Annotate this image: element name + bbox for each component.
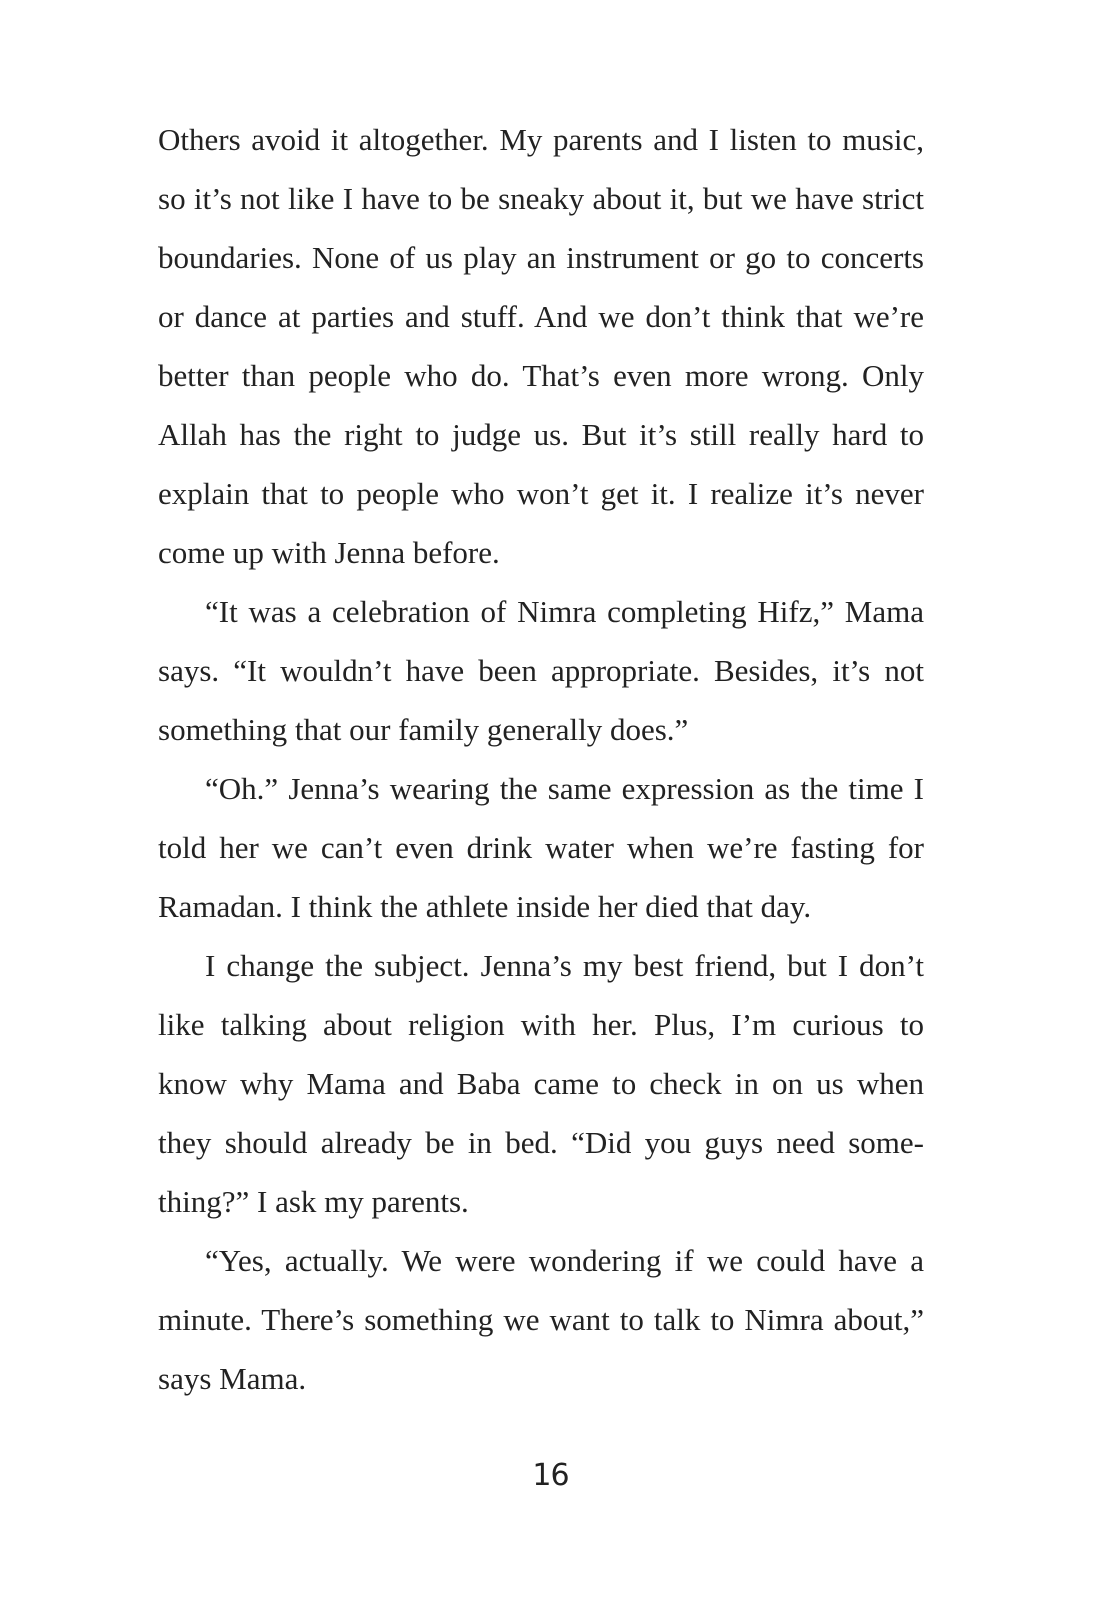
- paragraph-continuation: Others avoid it altogether. My parents and I listen to music, so it’s not like I have to be sneaky about it, but we have strict boundaries. None of us play an instrument or go to concerts or dance at parties and stuff. And we don’t think that we’re better than people who do. That’s even more wrong. Only Allah has the right to judge us. But it’s still really hard to explain that to people who won’t get it. I realize it’s never come up with Jenna before.: [158, 122, 924, 570]
- paragraph-dialogue-mama: “It was a celebration of Nimra completing Hifz,” Mama says. “It wouldn’t have been appropriate. Besides, it’s not something that our family generally does.”: [158, 594, 924, 747]
- paragraph-dialogue-jenna: “Oh.” Jenna’s wearing the same expression as the time I told her we can’t even drink water when we’re fasting for Ramadan. I think the athlete inside her died that day.: [158, 771, 924, 924]
- paragraph-dialogue-closing: “Yes, actually. We were wondering if we could have a minute. There’s something we want to talk to Nimra about,” says Mama.: [158, 1243, 924, 1396]
- paragraph-change-subject: I change the subject. Jenna’s my best friend, but I don’t like talking about religion with her. Plus, I’m curious to know why Mama and Baba came to check in on us when they should already be in bed. “Did you guys need some-thing?” I ask my parents.: [158, 948, 924, 1219]
- page-number: 16: [532, 1458, 569, 1493]
- body-text: [158, 110, 924, 1408]
